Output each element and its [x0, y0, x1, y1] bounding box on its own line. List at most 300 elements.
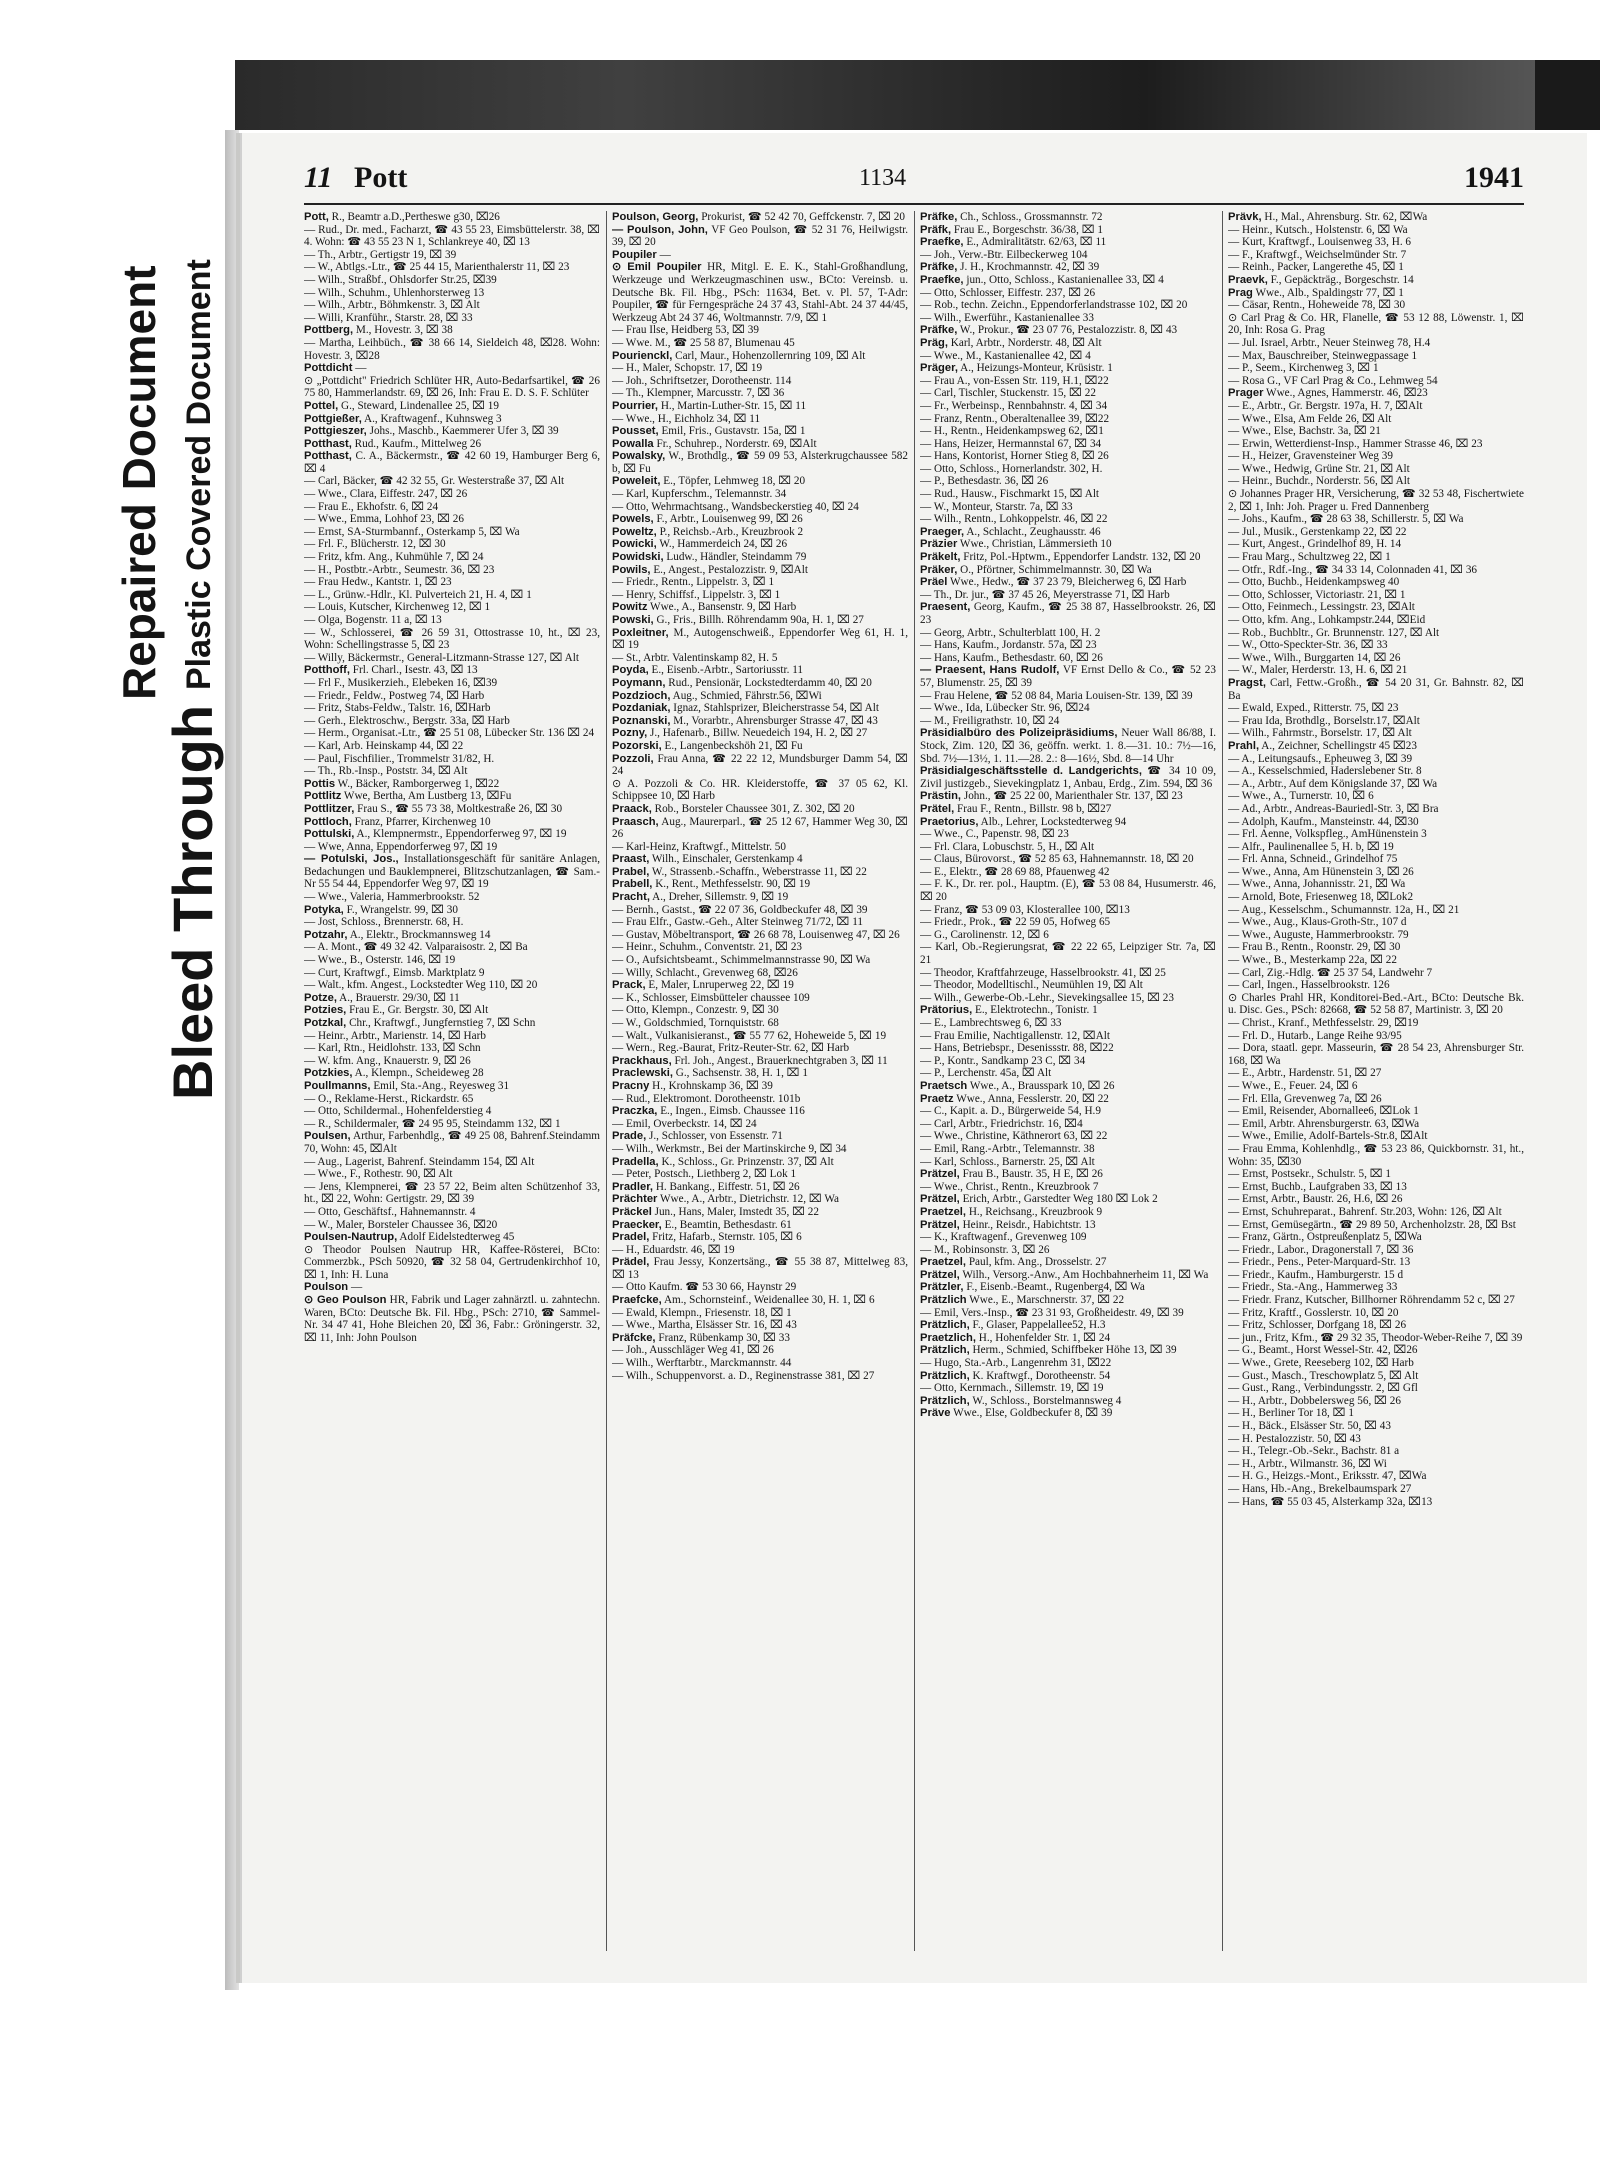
- directory-entry: [1228, 312, 1524, 337]
- directory-entry: [1228, 1206, 1524, 1219]
- directory-entry: [1228, 576, 1524, 589]
- entry-details: — Frau E., Ekhofstr. 6, ⌧ 24: [304, 500, 439, 513]
- entry-details: — Otto, Feinmech., Lessingstr. 23, ⌧Alt: [1228, 601, 1415, 614]
- directory-entry: [1228, 1030, 1524, 1043]
- entry-details: — Max, Bauschreiber, Steinwegpassage 1: [1228, 349, 1418, 362]
- year: 1941: [1464, 161, 1524, 194]
- directory-entry: [304, 828, 600, 841]
- entry-surname: Powicki,: [612, 538, 657, 551]
- entry-details: A., Klempn., Scheideweg 28: [352, 1067, 484, 1080]
- entry-details: — Wwe. M., ☎ 25 58 87, Blumenau 45: [612, 336, 795, 349]
- entry-details: — H., Heizer, Gravensteiner Weg 39: [1228, 450, 1393, 463]
- entry-surname: Powils,: [612, 563, 651, 576]
- directory-entry: [304, 249, 600, 262]
- entry-surname: Pourrier,: [612, 399, 659, 412]
- entry-details: — Heinr., Kutsch., Holstenstr. 6, ⌧ Wa: [1228, 223, 1408, 236]
- entry-details: — H., Eduardstr. 46, ⌧ 19: [612, 1243, 735, 1256]
- directory-entry: [1228, 551, 1524, 564]
- entry-surname: Präfcke,: [612, 1331, 656, 1344]
- directory-entry: [1228, 715, 1524, 728]
- directory-entry: [1228, 1219, 1524, 1232]
- entry-surname: Potzkal,: [304, 1017, 347, 1029]
- entry-details: Frau S., ☎ 55 73 38, Moltkestraße 26, ⌧ 30: [354, 802, 563, 815]
- directory-entry: [1228, 778, 1524, 791]
- directory-entry: [920, 1004, 1216, 1017]
- entry-details: — Kurt, Kraftwgf., Louisenweg 33, H. 6: [1228, 236, 1412, 249]
- entry-details: — Frl. F., Blücherstr. 12, ⌧ 30: [304, 538, 446, 551]
- entry-details: Wwe., Christian, Lämmersieth 10: [957, 538, 1112, 551]
- entry-details: — Frl F., Musikerzieh., Elebeken 16, ⌧39: [304, 676, 498, 689]
- directory-entry: [920, 312, 1216, 325]
- directory-entry: [920, 1067, 1216, 1080]
- directory-entry: [304, 425, 600, 438]
- entry-details: — Ernst, Buchb., Laufgraben 33, ⌧ 13: [1228, 1180, 1407, 1193]
- entry-surname: Praetzel,: [920, 1256, 967, 1269]
- entry-details: F., Arbtr., Louisenweg 99, ⌧ 26: [653, 513, 803, 526]
- entry-surname: Prabell,: [612, 878, 653, 891]
- entry-details: — Otto, Geschäftsf., Hahnemannstr. 4: [304, 1205, 476, 1218]
- entry-details: Heinr., Reisdr., Habichtstr. 13: [959, 1218, 1096, 1231]
- column-2: [612, 211, 908, 1951]
- entry-details: — Wilh., Gewerbe-Ob.-Lehr., Sievekingsallee 15, ⌧ 23: [920, 991, 1174, 1004]
- entry-details: J., Hafenarb., Billw. Neuedeich 194, H. 2, ⌧ 27: [647, 727, 868, 740]
- entry-details: Fritz, Pol.-Hptwm., Eppendorfer Landstr. 132, ⌧ 20: [960, 551, 1201, 564]
- directory-entry: [304, 1181, 600, 1206]
- entry-details: — Friedr., Feldw., Postweg 74, ⌧ Harb: [304, 689, 485, 702]
- directory-entry: [304, 1281, 600, 1294]
- page-number: 1134: [859, 165, 907, 191]
- directory-entry: [612, 425, 908, 438]
- directory-entry: [1228, 601, 1524, 614]
- directory-entry: [920, 1093, 1216, 1106]
- entry-details: — Kurt, Angest., Grindelhof 89, H. 14: [1228, 538, 1402, 551]
- entry-details: — H., Maler, Schopstr. 17, ⌧ 19: [612, 362, 763, 375]
- directory-entry: [304, 1156, 600, 1169]
- directory-entry: [304, 475, 600, 488]
- directory-entry: [1228, 841, 1524, 854]
- directory-entry: [612, 1281, 908, 1294]
- entry-details: — Otto, kfm. Ang., Lohkampstr.244, ⌧Eid: [1228, 614, 1426, 626]
- entry-details: — Ernst, Schuhreparat., Bahrenf. Str.203, Wohn: 126, ⌧ Alt: [1228, 1205, 1502, 1218]
- entry-details: Wwe., A., Brausspark 10, ⌧ 26: [967, 1079, 1115, 1092]
- entry-surname: — Praesent, Hans Rudolf,: [920, 664, 1060, 677]
- entry-details: — Wwe., Else, Bachstr. 3a, ⌧ 21: [1228, 425, 1381, 438]
- directory-entry: [1228, 249, 1524, 262]
- entry-details: — Th., Klempner, Marcusstr. 7, ⌧ 36: [612, 387, 785, 400]
- entry-details: John., ☎ 25 22 00, Marienthaler Str. 137, ⌧ 23: [961, 790, 1183, 803]
- entry-details: A., Klempnermstr., Eppendorferweg 97, ⌧ 19: [354, 828, 567, 841]
- directory-entry: [1228, 450, 1524, 463]
- directory-entry: [920, 526, 1216, 539]
- entry-details: — Wwe., Auguste, Hammerbrookstr. 79: [1228, 928, 1409, 941]
- directory-entry: [612, 954, 908, 967]
- entry-details: — A., Arbtr., Auf dem Königslande 37, ⌧ Wa: [1228, 777, 1438, 790]
- directory-entry: [612, 450, 908, 475]
- directory-entry: [612, 1105, 908, 1118]
- entry-details: — P., Lerchenstr. 45a, ⌧ Alt: [920, 1067, 1052, 1080]
- directory-entry: [304, 1004, 600, 1017]
- directory-entry: [304, 753, 600, 766]
- entry-details: — Emil, Vers.-Insp., ☎ 23 31 93, Großheidestr. 49, ⌧ 39: [920, 1306, 1184, 1319]
- entry-surname: ⊙ Emil Poupiler: [612, 261, 702, 274]
- entry-surname: Poxleitner,: [612, 626, 669, 639]
- entry-details: R., Beamtr a.D.,Pertheswe g30, ⌧26: [328, 211, 500, 223]
- directory-entry: [920, 690, 1216, 703]
- directory-entry: [612, 350, 908, 363]
- entry-details: — Wwe., Grete, Reeseberg 102, ⌧ Harb: [1228, 1357, 1414, 1370]
- entry-details: —: [656, 248, 671, 261]
- directory-entry: [612, 576, 908, 589]
- entry-details: — W., Otto-Speckter-Str. 36, ⌧ 33: [1228, 639, 1388, 652]
- directory-entry: [920, 639, 1216, 652]
- entry-surname: Praefke,: [920, 273, 964, 286]
- directory-entry: [920, 1181, 1216, 1194]
- directory-entry: [304, 274, 600, 287]
- entry-details: — Karl, Arb. Heinskamp 44, ⌧ 22: [304, 739, 464, 752]
- entry-details: H., Reichsang., Kreuzbrook 9: [966, 1205, 1103, 1218]
- directory-entry: [920, 1244, 1216, 1257]
- directory-entry: [612, 702, 908, 715]
- entry-details: — P., Seem., Kirchenweg 3, ⌧ 1: [1228, 362, 1379, 375]
- directory-entry: [612, 627, 908, 652]
- entry-details: — Karl-Heinz, Kraftwgf., Mittelstr. 50: [612, 840, 786, 853]
- entry-details: — E., Elektr., ☎ 28 69 88, Pfauenweg 42: [920, 865, 1110, 878]
- directory-entry: [920, 929, 1216, 942]
- directory-entry: [1228, 287, 1524, 300]
- directory-entry: [612, 375, 908, 388]
- directory-entry: [612, 652, 908, 665]
- entry-details: Wwe., E., Marschnerstr. 37, ⌧ 22: [966, 1294, 1125, 1307]
- directory-entry: [304, 576, 600, 589]
- entry-details: VF Geo Poulson, ☎ 52 31 76, Heilwigstr. 39, ⌧ 20: [612, 223, 908, 249]
- directory-entry: [1228, 916, 1524, 929]
- directory-entry: [304, 1231, 600, 1244]
- entry-details: — Hans, Kaufm., Jordanstr. 57a, ⌧ 23: [920, 639, 1097, 652]
- directory-entry: [1228, 337, 1524, 350]
- directory-entry: [920, 1017, 1216, 1030]
- directory-entry: [1228, 1332, 1524, 1345]
- entry-details: — Fr., Werbeinsp., Rennbahnstr. 4, ⌧ 34: [920, 399, 1108, 412]
- entry-details: — Fritz, Schlosser, Dorfgang 18, ⌧ 26: [1228, 1319, 1407, 1332]
- directory-entry: [920, 589, 1216, 602]
- directory-entry: [1228, 1080, 1524, 1093]
- entry-details: — Friedr., Rentn., Lippelstr. 3, ⌧ 1: [612, 576, 775, 589]
- directory-entry: [612, 1181, 908, 1194]
- entry-details: — R., Schildermaler, ☎ 24 95 95, Steindamm 132, ⌧ 1: [304, 1117, 561, 1130]
- directory-entry: [920, 1118, 1216, 1131]
- directory-entry: [1228, 1382, 1524, 1395]
- directory-entry: [920, 916, 1216, 929]
- directory-entry: [920, 828, 1216, 841]
- directory-entry: [920, 652, 1216, 665]
- entry-surname: Poulson, Georg,: [612, 211, 699, 223]
- directory-entry: [612, 1055, 908, 1068]
- entry-details: Herm., Schmied, Schiffbeker Höhe 13, ⌧ 39: [969, 1344, 1177, 1357]
- entry-details: — Otto, Wehrmachtsang., Wandsbeckerstieg 40, ⌧ 24: [612, 500, 859, 513]
- entry-surname: Prästin,: [920, 790, 962, 803]
- section-word: Pott: [354, 161, 408, 194]
- entry-surname: Prack,: [612, 979, 646, 992]
- directory-entry: [304, 400, 600, 413]
- directory-entry: [1228, 211, 1524, 224]
- directory-entry: [612, 878, 908, 891]
- directory-entry: [920, 1219, 1216, 1232]
- directory-entry: [612, 715, 908, 728]
- entry-details: — Hans, Betriebspr., Desenissstr. 88, ⌧22: [920, 1042, 1114, 1055]
- entry-details: — Wwe., B., Mesterkamp 22a, ⌧ 22: [1228, 954, 1397, 967]
- entry-details: — Reinh., Packer, Langerethe 45, ⌧ 1: [1228, 261, 1404, 274]
- directory-entry: [1228, 979, 1524, 992]
- entry-details: — Otto, Kernmach., Sillemstr. 19, ⌧ 19: [920, 1382, 1104, 1395]
- entry-details: — W. kfm. Ang., Knauerstr. 9, ⌧ 26: [304, 1054, 471, 1067]
- directory-entry: [1228, 740, 1524, 753]
- entry-details: — Hans, Kaufm., Bethesdastr. 60, ⌧ 26: [920, 651, 1103, 664]
- entry-surname: Potthast,: [304, 450, 352, 463]
- entry-details: — Jul. Israel, Arbtr., Neuer Steinweg 78, H.4: [1228, 336, 1431, 349]
- directory-entry: [920, 475, 1216, 488]
- entry-surname: Pottlitz: [304, 790, 342, 803]
- entry-details: Johs., Maschb., Kaemmerer Ufer 3, ⌧ 39: [366, 425, 559, 438]
- entry-surname: Poznanski,: [612, 714, 671, 727]
- entry-details: — Jens, Klempnerei, ☎ 23 57 22, Beim alten Schützenhof 33, ht., ⌧ 22, Wohn: Gertigstr. 29, ⌧ 39: [304, 1180, 600, 1206]
- directory-entry: [304, 690, 600, 703]
- entry-details: P., Reichsb.-Arb., Kreuzbrook 2: [656, 525, 804, 538]
- directory-entry: [612, 501, 908, 514]
- directory-entry: [304, 450, 600, 475]
- directory-entry: [1228, 727, 1524, 740]
- entry-details: — O., Aufsichtsbeamt., Schimmelmannstrasse 90, ⌧ Wa: [612, 954, 871, 967]
- entry-details: — W., Maler, Herderstr. 13, H. 6, ⌧ 21: [1228, 664, 1408, 677]
- directory-entry: [920, 249, 1216, 262]
- directory-entry: [612, 438, 908, 451]
- entry-details: — Hans, ☎ 55 03 45, Alsterkamp 32a, ⌧13: [1228, 1495, 1433, 1508]
- directory-entry: [612, 1093, 908, 1106]
- entry-surname: Pradella,: [612, 1155, 659, 1168]
- directory-entry: [920, 324, 1216, 337]
- directory-entry: [1228, 941, 1524, 954]
- directory-entry: [612, 400, 908, 413]
- directory-entry: [1228, 1433, 1524, 1446]
- directory-entry: [304, 413, 600, 426]
- directory-entry: [304, 664, 600, 677]
- directory-entry: [304, 261, 600, 274]
- directory-entry: [612, 753, 908, 778]
- directory-entry: [920, 287, 1216, 300]
- entry-details: — Walt., kfm. Angest., Lockstedter Weg 110, ⌧ 20: [304, 979, 538, 992]
- directory-entry: [612, 1130, 908, 1143]
- entry-surname: Präger,: [920, 362, 958, 375]
- directory-entry: [920, 1105, 1216, 1118]
- entry-details: Wilh., Einschaler, Gerstenkamp 4: [649, 853, 803, 866]
- entry-details: — Gustav, Möbeltransport, ☎ 26 68 78, Louisenweg 47, ⌧ 26: [612, 928, 900, 941]
- entry-details: — Ad., Arbtr., Andreas-Bauriedl-Str. 3, ⌧ Bra: [1228, 802, 1439, 815]
- directory-entry: [920, 715, 1216, 728]
- entry-details: K., Rent., Methfesselstr. 90, ⌧ 19: [652, 878, 811, 891]
- column-divider: [914, 211, 915, 1951]
- directory-entry: [1228, 1483, 1524, 1496]
- directory-entry: [1228, 1357, 1524, 1370]
- directory-entry: [612, 362, 908, 375]
- entry-surname: Praczka,: [612, 1105, 658, 1118]
- directory-entry: [1228, 1395, 1524, 1408]
- entry-surname: Prätzlich,: [920, 1394, 970, 1407]
- entry-surname: Praclewski,: [612, 1067, 673, 1080]
- directory-entry: [1228, 803, 1524, 816]
- directory-entry: [612, 853, 908, 866]
- entry-surname: Pousset,: [612, 425, 659, 438]
- entry-surname: Poulsen-Nautrup,: [304, 1231, 398, 1244]
- entry-surname: Präzier: [920, 538, 958, 551]
- directory-entry: [920, 878, 1216, 903]
- entry-details: — Karl, Schloss., Barnerstr. 25, ⌧ Alt: [920, 1155, 1095, 1168]
- directory-entry: [304, 324, 600, 337]
- entry-details: — Karl, Rtn., Heidlohstr. 133, ⌧ Schn: [304, 1042, 481, 1055]
- entry-details: — Frau Ida, Brothdlg., Borselstr.17, ⌧Alt: [1228, 714, 1420, 727]
- entry-details: — Wwe., H., Eichholz 34, ⌧ 11: [612, 412, 761, 425]
- entry-details: — Wwe., Wilh., Burggarten 14, ⌧ 26: [1228, 651, 1401, 664]
- directory-entry: [304, 841, 600, 854]
- entry-details: — Wwe., Hedwig, Grüne Str. 21, ⌧ Alt: [1228, 462, 1410, 475]
- entry-details: — Frl. Anna, Schneid., Grindelhof 75: [1228, 853, 1398, 866]
- directory-entry: [304, 740, 600, 753]
- entry-surname: Praefcke,: [612, 1294, 662, 1307]
- directory-entry: [304, 526, 600, 539]
- entry-details: ⊙ „Pottdicht" Friedrich Schlüter HR, Auto-Bedarfsartikel, ☎ 26 75 80, Hammerlandstr. 69, ⌧ 26, Inh: Frau E. D. S. F. Schlüter: [304, 374, 600, 400]
- entry-details: W., Hammerdeich 24, ⌧ 26: [656, 538, 788, 551]
- section-number: 11: [304, 161, 333, 194]
- entry-details: — O., Reklame-Herst., Rickardstr. 65: [304, 1092, 474, 1105]
- directory-entry: [1228, 1093, 1524, 1106]
- entry-details: W., Brothdlg., ☎ 59 09 53, Alsterkrugchaussee 582 b, ⌧ Fu: [612, 450, 908, 475]
- directory-entry: [304, 1244, 600, 1282]
- entry-surname: Pottberg,: [304, 324, 354, 337]
- entry-details: Wwe, Bertha, Am Lustberg 13, ⌧Fu: [341, 790, 512, 803]
- directory-entry: [612, 1206, 908, 1219]
- directory-entry: [920, 601, 1216, 626]
- entry-details: Karl, Arbtr., Norderstr. 48, ⌧ Alt: [947, 336, 1102, 349]
- directory-entry: [304, 627, 600, 652]
- entry-details: Carl, Fettw.-Großh., ☎ 54 20 31, Gr. Bahnstr. 82, ⌧ Ba: [1228, 676, 1524, 702]
- entry-surname: Präker,: [920, 563, 958, 576]
- entry-details: — Otto, Schlosser, Eiffestr. 237, ⌧ 26: [920, 286, 1096, 299]
- entry-details: E., Eisenb.-Arbtr., Sartoriusstr. 11: [648, 664, 804, 677]
- entry-details: E., Elektrotechn., Tonistr. 1: [972, 1004, 1098, 1017]
- directory-entry: [1228, 1143, 1524, 1168]
- column-1: [304, 211, 600, 1951]
- directory-entry: [920, 790, 1216, 803]
- entry-details: — Gust., Masch., Treschowplatz 5, ⌧ Alt: [1228, 1369, 1419, 1382]
- entry-details: — St., Arbtr. Valentinskamp 82, H. 5: [612, 651, 778, 664]
- entry-details: E, Maler, Lnruperweg 22, ⌧ 19: [645, 979, 794, 992]
- entry-details: G., Fris., Billh. Röhrendamm 90a, H. 1, ⌧ 27: [653, 614, 864, 626]
- directory-entry: [1228, 1042, 1524, 1067]
- directory-entry: [920, 551, 1216, 564]
- entry-details: J. H., Krochmannstr. 42, ⌧ 39: [957, 261, 1100, 274]
- directory-entry: [612, 1294, 908, 1307]
- entry-details: — Frau A., von-Essen Str. 119, H.1, ⌧22: [920, 374, 1109, 387]
- entry-details: HR, Fabrik und Lager zahnärztl. u. zahntechn. Waren, BCto: Deutsche Bk. Fil. Hbg., PSch: 2710, ☎ Sammel-Nr. 34 47 41, Hohe Bleichen 20, ⌧ 36, Fabr.: Gröningerstr. 32, ⌧ 11, Inh: John Poulson: [304, 1294, 600, 1344]
- entry-details: — Theodor, Kraftfahrzeuge, Hasselbrookstr. 41, ⌧ 25: [920, 966, 1166, 979]
- entry-details: Ignaz, Stahlsprizer, Bleicherstrasse 54, ⌧ Alt: [670, 702, 879, 715]
- entry-surname: Pozorski,: [612, 739, 662, 752]
- entry-surname: Poymann,: [612, 676, 666, 689]
- entry-details: — Henry, Schiffsf., Lippelstr. 3, ⌧ 1: [612, 588, 781, 601]
- entry-details: E., Angest., Pestalozzistr. 9, ⌧Alt: [650, 563, 808, 576]
- entry-details: — Wwe., Christ., Rentn., Kreuzbrook 7: [920, 1180, 1099, 1193]
- entry-surname: Praetzlich,: [920, 1331, 976, 1344]
- entry-details: — Fritz, Kraftf., Gosslerstr. 10, ⌧ 20: [1228, 1306, 1399, 1319]
- directory-entry: [612, 967, 908, 980]
- entry-details: — Franz, Gärtn., Ostpreußenplatz 5, ⌧Wa: [1228, 1231, 1422, 1244]
- directory-entry: [612, 664, 908, 677]
- entry-details: A., Elektr., Brockmannsweg 14: [347, 928, 491, 941]
- directory-entry: [1228, 627, 1524, 640]
- directory-entry: [1228, 1168, 1524, 1181]
- entry-details: — Friedr., Sta.-Ang., Hammerweg 33: [1228, 1281, 1398, 1294]
- entry-details: — Paul, Fischfilier., Trommelstr 31/82, H.: [304, 752, 495, 765]
- entry-surname: Prade,: [612, 1130, 647, 1143]
- entry-surname: Powels,: [612, 513, 654, 526]
- entry-surname: Prätzel,: [920, 1218, 960, 1231]
- entry-details: — H., Rentn., Heidenkampsweg 62, ⌧1: [920, 425, 1104, 438]
- directory-entry: [304, 677, 600, 690]
- column-4: [1228, 211, 1524, 1951]
- entry-details: — Alfr., Paulinenallee 5, H. b, ⌧ 19: [1228, 840, 1394, 853]
- entry-details: Wwe., Hedw., ☎ 37 23 79, Bleicherweg 6, ⌧ Harb: [947, 576, 1187, 589]
- directory-entry: [920, 211, 1216, 224]
- directory-entry: [920, 941, 1216, 966]
- entry-details: — Rud., Elektromont. Dorotheenstr. 101b: [612, 1092, 801, 1105]
- entry-details: Ch., Schloss., Grossmannstr. 72: [957, 211, 1103, 223]
- entry-details: Ludw., Händler, Steindamm 79: [663, 551, 807, 564]
- directory-entry: [304, 589, 600, 602]
- entry-surname: Pracny: [612, 1079, 650, 1092]
- directory-entry: [1228, 614, 1524, 627]
- directory-entry: [1228, 954, 1524, 967]
- directory-entry: [920, 1332, 1216, 1345]
- directory-entry: [612, 816, 908, 841]
- entry-details: M., Vorarbtr., Ahrensburger Strasse 47, ⌧ 43: [670, 714, 878, 727]
- directory-entry: [920, 1269, 1216, 1282]
- directory-entry: [1228, 992, 1524, 1017]
- entry-details: — Friedr., Labor., Dragonerstall 7, ⌧ 36: [1228, 1243, 1414, 1256]
- plastic-covered-text: Plastic Covered Document: [180, 259, 218, 690]
- entry-details: — Th., Dr. jur., ☎ 37 45 26, Meyerstrasse 71, ⌧ Harb: [920, 588, 1170, 601]
- directory-entry: [612, 1370, 908, 1383]
- directory-entry: [1228, 1294, 1524, 1307]
- entry-details: — A., Kesselschmied, Haderslebener Str. 8: [1228, 765, 1422, 778]
- entry-surname: Pozdzioch,: [612, 689, 671, 702]
- entry-details: — W., Monteur, Starstr. 7a, ⌧ 33: [920, 500, 1073, 513]
- entry-details: — E., Lambrechtsweg 6, ⌧ 33: [920, 1017, 1062, 1029]
- directory-entry: [920, 425, 1216, 438]
- column-divider: [1222, 211, 1223, 1951]
- entry-details: M., Autogenschweiß., Eppendorfer Weg 61, H. 1, ⌧ 19: [612, 626, 908, 652]
- entry-surname: Präkelt,: [920, 551, 961, 564]
- entry-details: — G., Carolinenstr. 12, ⌧ 6: [920, 928, 1049, 941]
- entry-details: — Wwe., B., Osterstr. 146, ⌧ 19: [304, 954, 456, 967]
- directory-entry: [920, 627, 1216, 640]
- entry-details: — Erwin, Wetterdienst-Insp., Hammer Strasse 46, ⌧ 23: [1228, 437, 1483, 450]
- entry-details: — Wwe., Anna, Am Hünenstein 3, ⌧ 26: [1228, 865, 1414, 878]
- directory-entry: [1228, 1307, 1524, 1320]
- directory-entry: [1228, 765, 1524, 778]
- directory-entry: [920, 375, 1216, 388]
- entry-details: — H., Postbtr.-Arbtr., Seumestr. 36, ⌧ 23: [304, 563, 495, 576]
- directory-entry: [1228, 1130, 1524, 1143]
- directory-entry: [920, 1168, 1216, 1181]
- directory-entry: [612, 1080, 908, 1093]
